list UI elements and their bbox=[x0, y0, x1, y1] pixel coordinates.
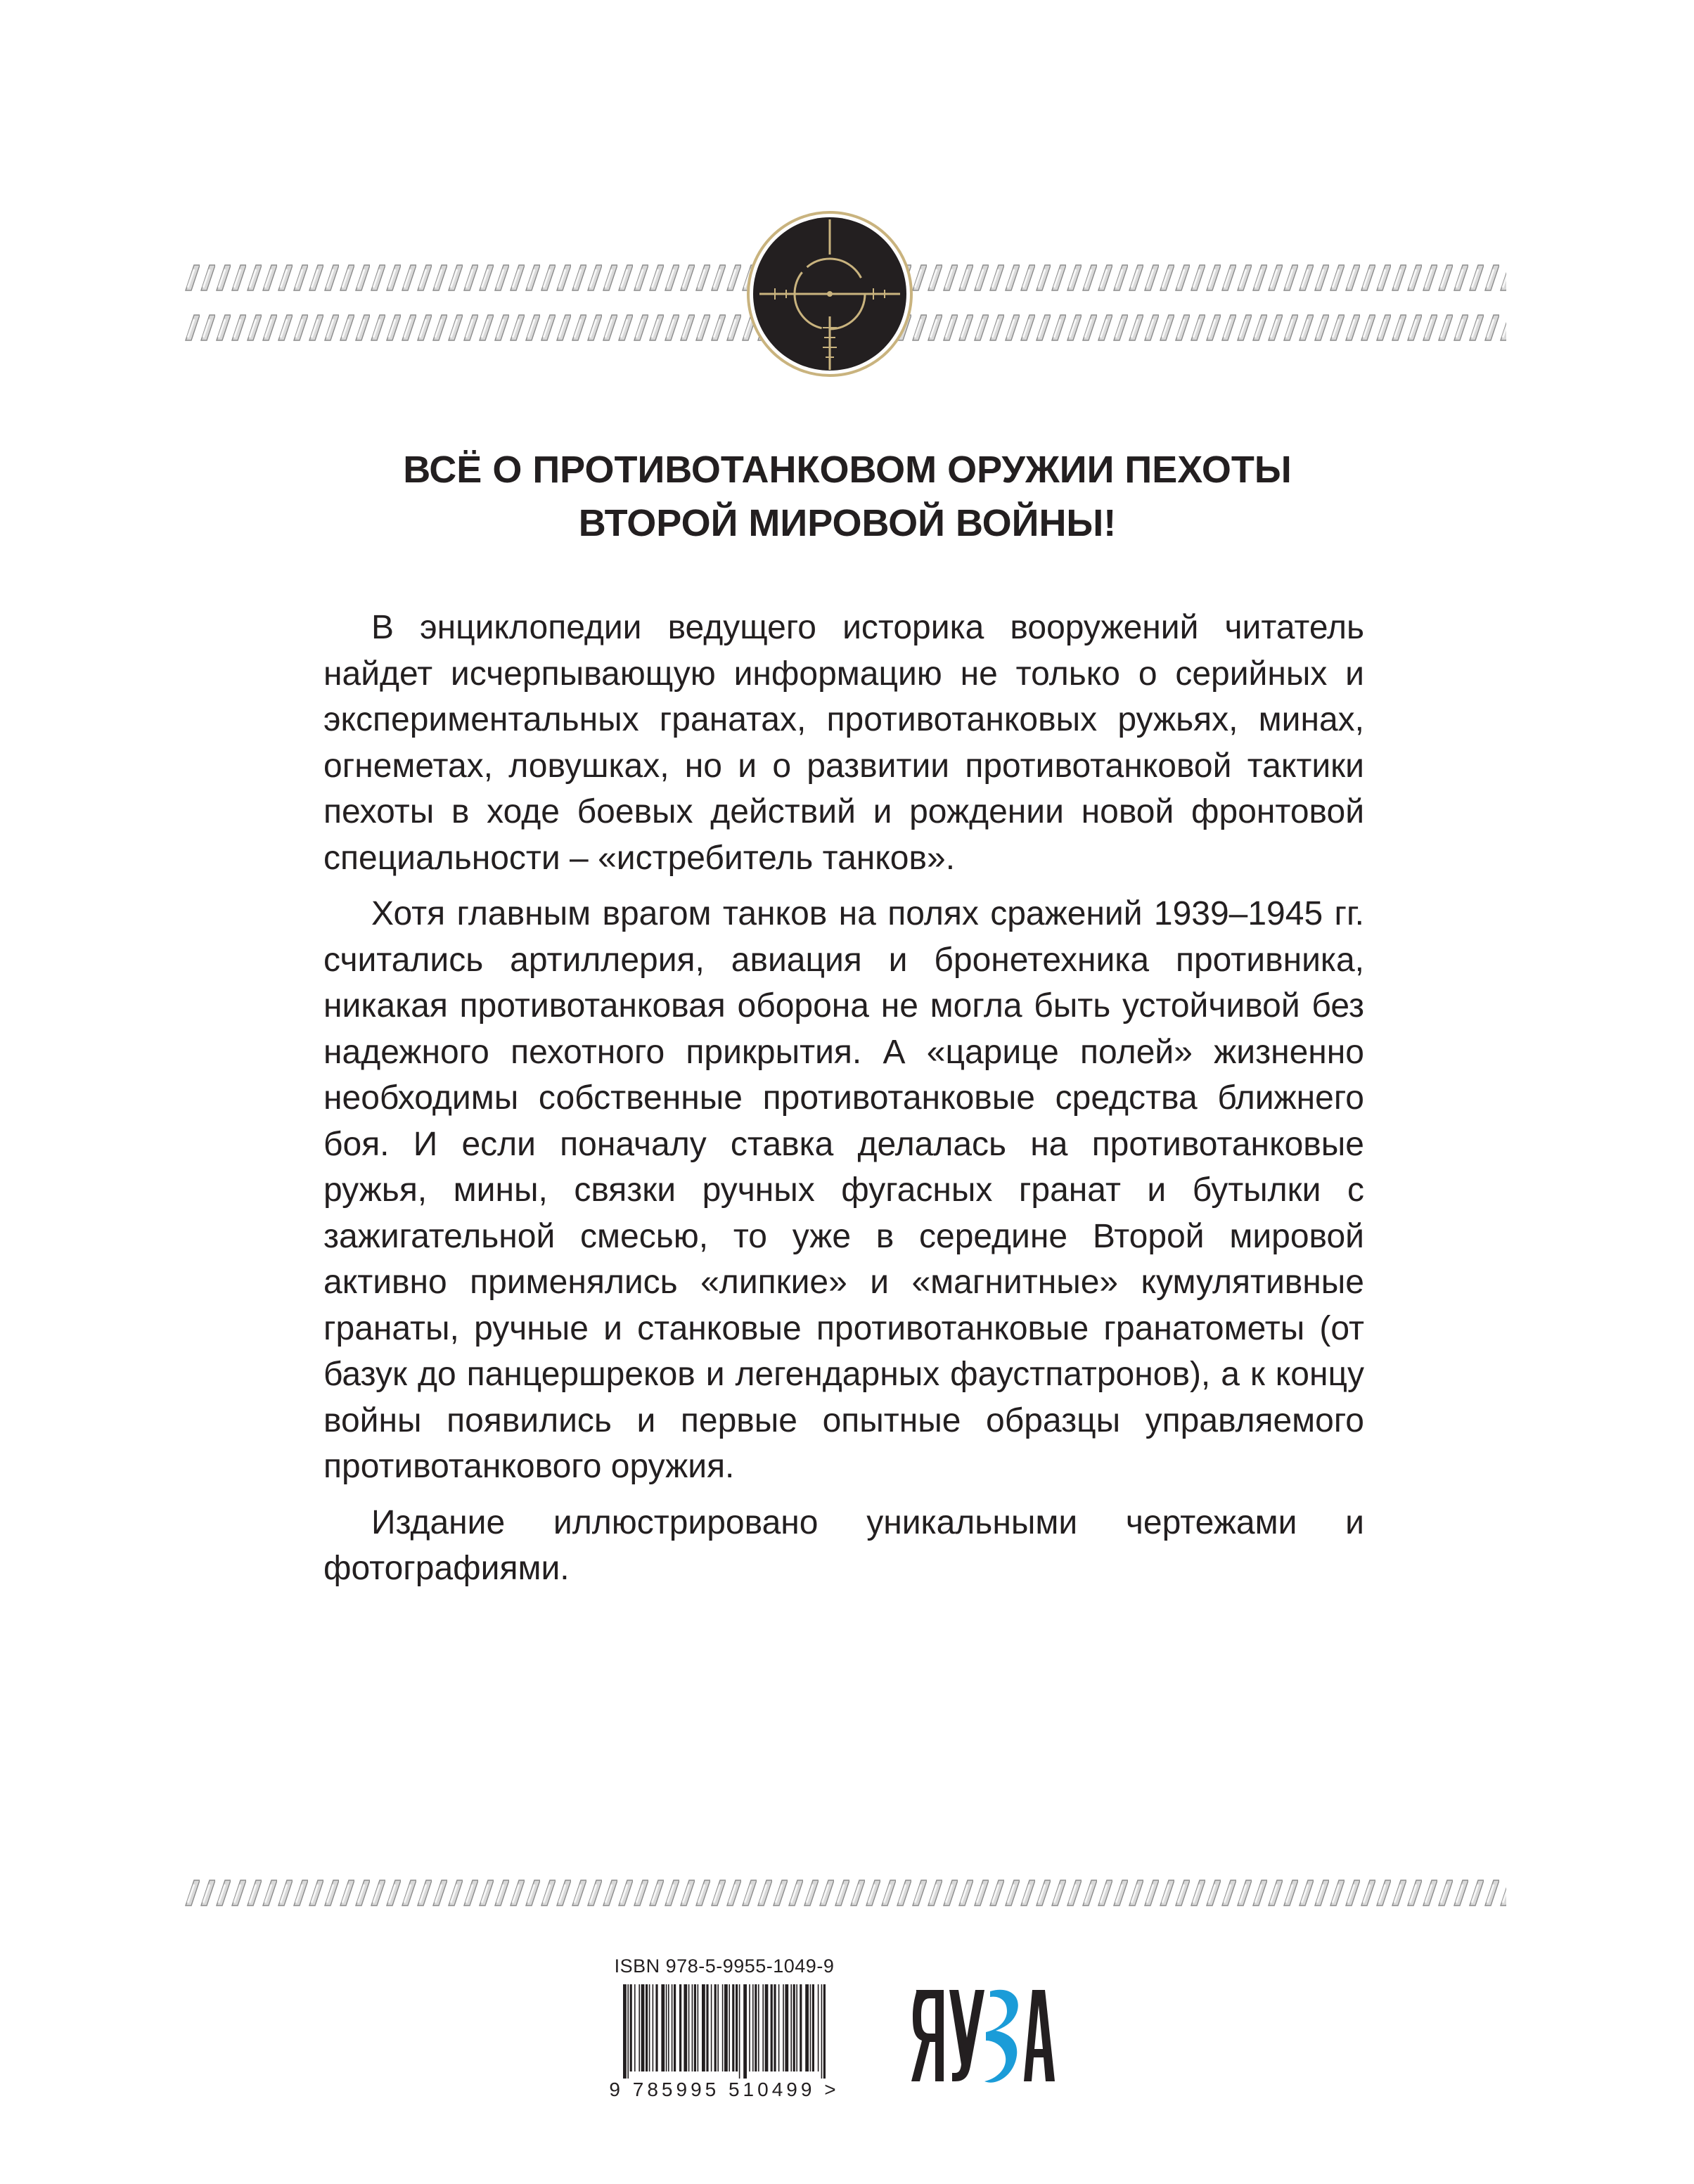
barcode-bar bbox=[783, 1984, 784, 2071]
barcode-bar bbox=[818, 1984, 819, 2071]
barcode-bar bbox=[790, 1984, 792, 2071]
barcode-bar bbox=[714, 1984, 717, 2071]
barcode-bar bbox=[793, 1984, 795, 2071]
barcode-bar bbox=[732, 1984, 734, 2071]
barcode-bar bbox=[694, 1984, 696, 2071]
barcode-bar bbox=[653, 1984, 654, 2071]
barcode-bar bbox=[752, 1984, 754, 2071]
barcode-bar bbox=[729, 1984, 730, 2071]
barcode-bar bbox=[796, 1984, 797, 2071]
barcode-bar bbox=[785, 1984, 788, 2071]
barcode-bar bbox=[812, 1984, 814, 2071]
barcode-bar bbox=[679, 1984, 681, 2071]
publisher-logo bbox=[911, 1976, 1060, 2095]
barcode-bar bbox=[639, 1984, 640, 2071]
barcode-bar bbox=[810, 1984, 811, 2071]
barcode-bar bbox=[646, 1984, 648, 2071]
paragraph-2: Хотя главным врагом танков на полях сражений 1939–1945 гг. считались артиллерия, авиация и бронетехника противника, никакая противотанковая оборона не могла быть устойчивой без надежного пехотного прикрытия. А «царице полей» жизненно необходимы собственные противотанковые средства ближнего боя. И если поначалу ставка делалась на противотанковые ружья, мины, связки ручных фугасных гранат и бутылки с зажигательной смесью, то уже в середине Второй мировой активно применялись «липкие» и «магнитные» кумулятивные гранаты, ручные и станковые противотанковые гранатометы (от базук до панцершреков и легендарных фаустпатронов), а к концу войны появились и первые опытные образцы управляемого противотанкового оружия. bbox=[323, 895, 1364, 1485]
barcode-block bbox=[609, 1955, 840, 2102]
isbn-label: ISBN 978-5-9955-1049-9 bbox=[614, 1955, 835, 1977]
barcode-bar bbox=[821, 1984, 823, 2079]
barcode-bar bbox=[739, 1984, 740, 2079]
paragraph-3: Издание иллюстрировано уникальными чертежами и фотографиями. bbox=[323, 1503, 1364, 1587]
barcode-bar bbox=[668, 1984, 669, 2071]
heading-line-1: ВСЁ О ПРОТИВОТАНКОВОМ ОРУЖИИ ПЕХОТЫ bbox=[403, 449, 1292, 491]
heading-line-2: ВТОРОЙ МИРОВОЙ ВОЙНЫ! bbox=[578, 502, 1117, 544]
barcode-bar bbox=[711, 1984, 712, 2071]
barcode-bar bbox=[749, 1984, 750, 2071]
barcode-bar bbox=[724, 1984, 728, 2071]
barcode-bar bbox=[805, 1984, 809, 2071]
barcode-bar bbox=[823, 1984, 826, 2079]
barcode-bar bbox=[623, 1984, 627, 2079]
barcode-bar bbox=[627, 1984, 629, 2079]
scope-emblem-icon bbox=[747, 211, 913, 377]
barcode-bar bbox=[661, 1984, 665, 2071]
annotation-text bbox=[323, 605, 1364, 1602]
barcode-icon bbox=[622, 1984, 827, 2079]
barcode-bar bbox=[722, 1984, 724, 2071]
barcode-bar bbox=[688, 1984, 690, 2071]
cover-heading bbox=[211, 443, 1484, 550]
barcode-bar bbox=[717, 1984, 719, 2071]
ean-digits: 9 785995 510499 > bbox=[609, 2079, 840, 2100]
barcode-bar bbox=[698, 1984, 699, 2071]
barcode-bar bbox=[771, 1984, 773, 2071]
barcode-bar bbox=[666, 1984, 667, 2071]
barcode-bar bbox=[641, 1984, 645, 2071]
barcode-bar bbox=[736, 1984, 738, 2071]
barcode-bar bbox=[672, 1984, 673, 2071]
barcode-bar bbox=[755, 1984, 757, 2071]
barcode-bar bbox=[649, 1984, 650, 2071]
barcode-bar bbox=[702, 1984, 705, 2071]
paragraph-1: В энциклопедии ведущего историка вооружений читатель найдет исчерпывающую информацию не только о серийных и экспериментальных гранатах, противотанковых ружьях, минах, огнеметах, ловушках, но и о развитии противотанковой тактики пехоты в ходе боевых действий и рождении новой фронтовой специальности – «истребитель танков». bbox=[323, 609, 1364, 877]
barcode-bar bbox=[634, 1984, 636, 2071]
barcode-bar bbox=[692, 1984, 693, 2071]
barcode-bar bbox=[630, 1984, 632, 2071]
barcode-bar bbox=[706, 1984, 708, 2071]
barcode-bar bbox=[743, 1984, 747, 2079]
barcode-bar bbox=[655, 1984, 657, 2071]
barcode-bar bbox=[800, 1984, 802, 2071]
barcode-bar bbox=[758, 1984, 759, 2071]
barcode-bar bbox=[684, 1984, 687, 2071]
barcode-bar bbox=[765, 1984, 769, 2071]
rope-ornament-bottom bbox=[184, 1877, 1506, 1908]
barcode-bar bbox=[674, 1984, 676, 2071]
barcode-bar bbox=[778, 1984, 780, 2071]
barcode-bar bbox=[774, 1984, 776, 2071]
barcode-bar bbox=[762, 1984, 764, 2071]
